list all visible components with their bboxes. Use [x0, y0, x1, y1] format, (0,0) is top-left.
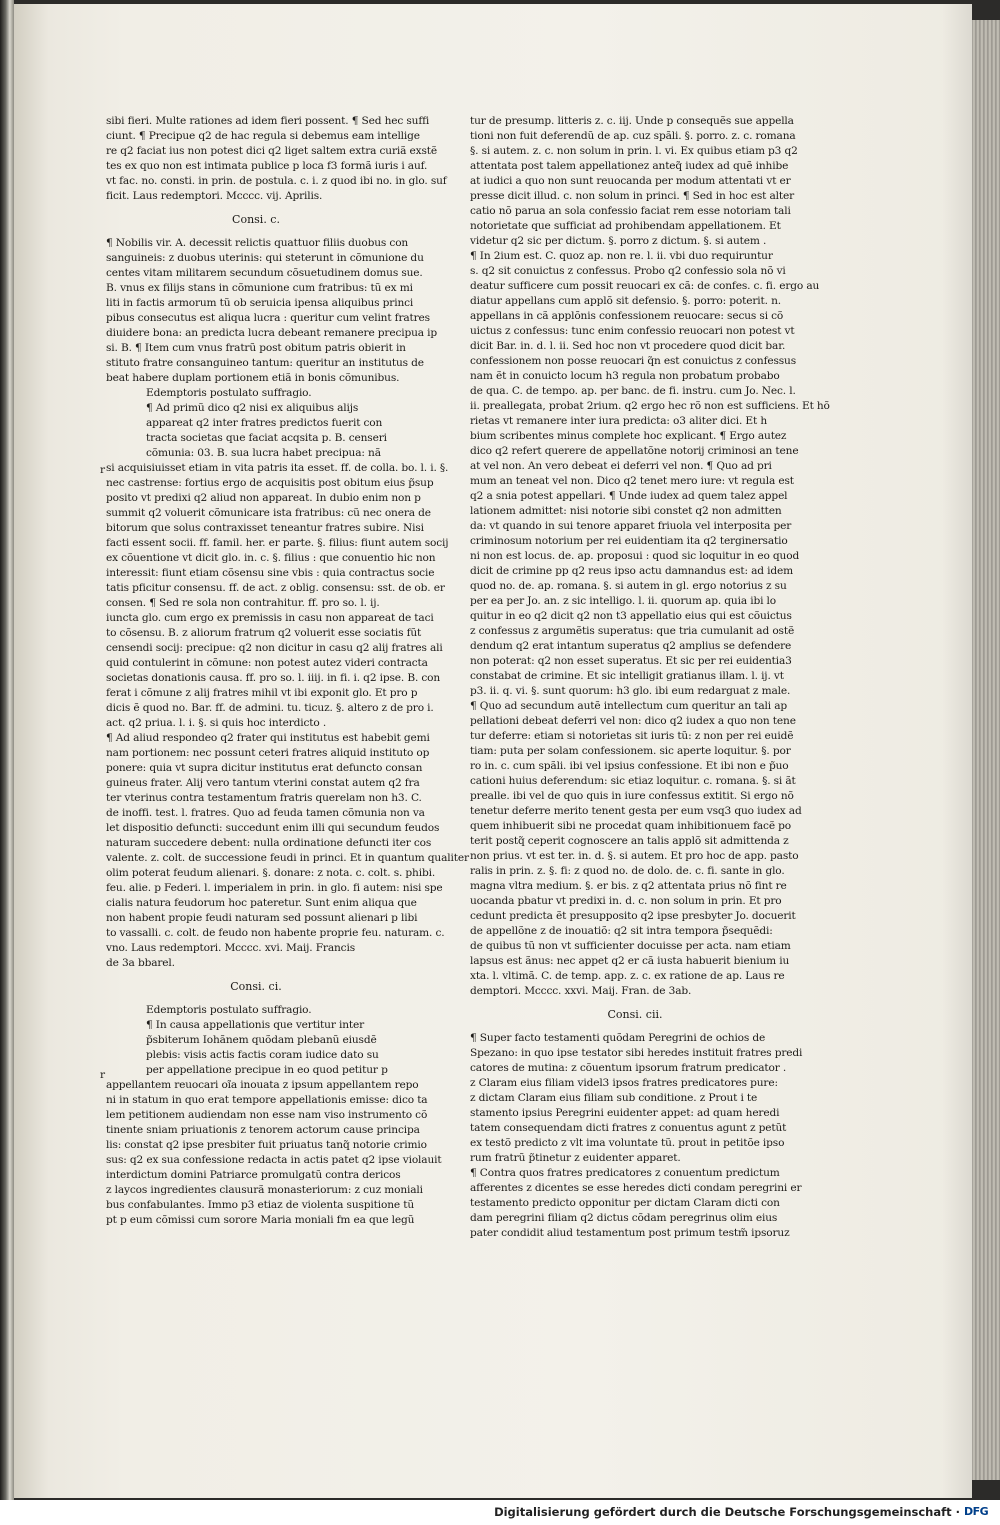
- text-line: censendi socij: precipue: q2 non dicitur in casu q2 alij fratres ali: [106, 642, 443, 654]
- text-line: ¶ Ad aliud respondeo q2 frater qui institutus est habebit gemi: [106, 732, 430, 744]
- text-line: tenetur deferre merito tenent gesta per eum vsq3 quo iudex ad: [470, 805, 802, 817]
- text-line: beat habere duplam portionem etiã in bonis cõmunibus.: [106, 372, 400, 384]
- text-line: diatur appellans cum applõ sit defensio. §. porro: poterit. n.: [470, 295, 781, 307]
- text-line: dicis ẽ quod no. Bar. ff. de admini. tu. ticuz. §. altero z de pro i.: [106, 702, 434, 714]
- text-line: non poterat: q2 non esset superatus. Et sic per rei euidentia3: [470, 655, 792, 667]
- text-line: constabat de crimine. Et sic intelligit gratianus illam. l. ij. vt: [470, 670, 784, 682]
- text-line: liti in factis armorum tũ ob seruicia ipensa aliquibus princi: [106, 297, 414, 309]
- text-line: ¶ Nobilis vir. A. decessit relictis quattuor filiis duobus con: [106, 237, 409, 249]
- text-line: mum an teneat vel non. Dico q2 tenet mero iure: vt regula est: [470, 475, 794, 487]
- text-line: de appellõne z de inouatiõ: q2 sit intra tempora p̃sequẽdi:: [470, 925, 773, 937]
- text-line: cedunt predicta ẽt presupposito q2 ipse presbyter Jo. docuerit: [470, 910, 796, 922]
- text-line: ter vterinus contra testamentum fratris querelam non h3. C.: [106, 792, 422, 804]
- consilium-ci-text: [106, 1018, 442, 1228]
- text-line: naturam succedere debent: nulla ordinatione defuncti iter cos: [106, 837, 432, 849]
- page-fore-edge: [972, 20, 1000, 1480]
- margin-note-r2: r: [100, 1069, 106, 1081]
- text-line: B. vnus ex filijs stans in cõmunione cum fratribus: tũ ex mi: [106, 282, 413, 294]
- text-line: stituto fratre consanguineo tantum: queritur an institutus de: [106, 357, 424, 369]
- text-line: attentata post talem appellationez anteq̃ iudex ad quẽ inhibe: [470, 160, 789, 172]
- left-top-text: [106, 114, 447, 204]
- text-line: ni non est locus. de. ap. proposui : quod sic loquitur in eo quod: [470, 550, 800, 562]
- text-line: per appellatione precipue in eo quod petitur p: [146, 1064, 388, 1076]
- text-line: bium scribentes minus complete hoc explicant. ¶ Ergo autez: [470, 430, 787, 442]
- consilium-cii-text: [470, 1031, 803, 1241]
- text-line: posito vt predixi q2 aliud non appareat. In dubio enim non p: [106, 492, 421, 504]
- text-line: cõmunia: 03. B. sua lucra habet precipua: nã: [146, 447, 381, 459]
- text-line: ex cõuentione vt dicit glo. in. c. §. filius : que conuentio hic non: [106, 552, 436, 564]
- page-shadow: [942, 4, 972, 1498]
- text-line: criminosum notorium per rei euidentiam ita q2 terginersatio: [470, 535, 788, 547]
- text-line: da: vt quando in sui tenore apparet friuola vel interposita per: [470, 520, 792, 532]
- text-line: valente. z. colt. de successione feudi in princi. Et in quantum qualiter: [106, 852, 469, 864]
- text-line: interdictum domini Patriarce promulgatũ contra dericos: [106, 1169, 401, 1181]
- heading-consilium-ci: Consi. ci.: [230, 980, 282, 993]
- text-line: stamento ipsius Peregrini euidenter appet: ad quam heredi: [470, 1107, 780, 1119]
- text-line: §. si autem. z. c. non solum in prin. l. vi. Ex quibus etiam p3 q2: [470, 145, 798, 157]
- text-line: ferat i cõmune z alij fratres mihil vt ibi exponit glo. Et pro p: [106, 687, 418, 699]
- footer-bar: [0, 1500, 1000, 1525]
- text-line: afferentes z dicentes se esse heredes dicti condam peregrini er: [470, 1182, 802, 1194]
- text-line: appareat q2 inter fratres predictos fuerit con: [146, 417, 383, 429]
- text-line: rietas vt remanere inter iura predicta: o3 aliter dici. Et h: [470, 415, 767, 427]
- text-line: de quibus tũ non vt sufficienter docuisse per acta. nam etiam: [470, 940, 791, 952]
- text-line: cationi huius deferendum: sic etiaz loquitur. c. romana. §. si ãt: [470, 775, 796, 787]
- text-line: dendum q2 erat intantum superatus q2 amplius se defendere: [470, 640, 792, 652]
- text-line: de inoffi. test. l. fratres. Quo ad feuda tamen cõmunia non va: [106, 807, 425, 819]
- text-line: appellantem reuocari oĩa inouata z ipsum appellantem repo: [106, 1079, 419, 1091]
- text-line: quitur in eo q2 dicit q2 non t3 appellatio eius qui est cõuictus: [470, 610, 792, 622]
- text-line: deatur sufficere cum possit reuocari ex cã: de confes. c. fi. ergo au: [470, 280, 820, 292]
- left-column: [106, 114, 469, 1228]
- text-line: ralis in prin. z. §. fi: z quod no. de dolo. de. c. fi. sante in glo.: [470, 865, 785, 877]
- text-line: presse dicit illud. c. non solum in princi. ¶ Sed in hoc est alter: [470, 190, 795, 202]
- text-line: notorietate que sufficiat ad prohibendam appellationem. Et: [470, 220, 781, 232]
- text-line: facti essent socii. ff. famil. her. er parte. §. filius: fiunt autem socij: [106, 537, 449, 549]
- text-line: ciunt. ¶ Precipue q2 de hac regula si debemus eam intellige: [106, 130, 420, 142]
- text-line: let dispositio defuncti: succedunt enim illi qui secundum feudos: [106, 822, 440, 834]
- text-line: magna vltra medium. §. er bis. z q2 attentata prius nõ fint re: [470, 880, 787, 892]
- text-line: summit q2 voluerit cõmunicare ista fratribus: cũ nec onera de: [106, 507, 431, 519]
- text-line: z Claram eius filiam videl3 ipsos fratres predicatores pure:: [470, 1077, 778, 1089]
- text-line: feu. alie. p Federi. l. imperialem in prin. in glo. fi autem: nisi spe: [106, 882, 443, 894]
- text-line: dicit Bar. in. d. l. ii. Sed hoc non vt procedere quod dicit bar.: [470, 340, 786, 352]
- heading-consilium-c: Consi. c.: [232, 213, 280, 226]
- consilium-c-answer: [106, 401, 469, 971]
- funding-notice: Digitalisierung gefördert durch die Deutsche Forschungsgemeinschaft ·: [494, 1505, 960, 1519]
- right-column: [470, 114, 830, 1241]
- text-line: at iudici a quo non sunt reuocanda per modum attentati vt er: [470, 175, 791, 187]
- text-line: lationem admittet: nisi notorie sibi constet q2 non admitten: [470, 505, 782, 517]
- text-line: dico q2 refert querere de appellatõne notorij criminosi an tene: [470, 445, 799, 457]
- text-line: quod no. de. ap. romana. §. si autem in gl. ergo notorius z su: [470, 580, 787, 592]
- text-line: tioni non fuit deferendũ de ap. cuz spãli. §. porro. z. c. romana: [470, 130, 796, 142]
- text-line: prealle. ibi vel de quo quis in iure confessus extitit. Si ergo nõ: [470, 790, 794, 802]
- text-line: dicit de crimine pp q2 reus ipso actu damnandus est: ad idem: [470, 565, 794, 577]
- text-line: ponere: quia vt supra dicitur institutus erat defuncto consan: [106, 762, 423, 774]
- text-line: sanguineis: z duobus uterinis: qui steterunt in cõmunione du: [106, 252, 424, 264]
- text-line: demptori. Mcccc. xxvi. Maij. Fran. de 3ab.: [470, 985, 692, 997]
- text-line: diuidere bona: an predicta lucra debeant remanere precipua ip: [106, 327, 438, 339]
- text-line: iuncta glo. cum ergo ex premissis in casu non appareat de taci: [106, 612, 434, 624]
- heading-consilium-cii: Consi. cii.: [607, 1008, 663, 1021]
- text-line: p̃sbiterum Iohãnem quõdam plebanũ eiusdẽ: [146, 1034, 377, 1046]
- text-line: testamento predicto opponitur per dictam Claram dicti con: [470, 1197, 780, 1209]
- dfg-logo: DFG: [964, 1505, 989, 1518]
- text-line: tur de presump. litteris z. c. iij. Unde p consequẽs sue appella: [470, 115, 794, 127]
- text-line: tatis pficitur consensu. ff. de act. z oblig. consensu: sst. de ob. er: [106, 582, 445, 594]
- text-line: z laycos ingredientes clausurã monasteriorum: z cuz moniali: [106, 1184, 423, 1196]
- text-line: si. B. ¶ Item cum vnus fratrũ post obitum patris obierit in: [106, 342, 406, 354]
- suffragio-line-2: Edemptoris postulato suffragio.: [146, 1004, 312, 1016]
- text-line: pt p eum cõmissi cum sorore Maria moniali fm ea que legũ: [106, 1214, 415, 1226]
- text-line: at vel non. An vero debeat ei deferri vel non. ¶ Quo ad pri: [470, 460, 772, 472]
- text-line: act. q2 priua. l. i. §. si quis hoc interdicto .: [106, 717, 327, 729]
- text-line: bus confabulantes. Immo p3 etiaz de violenta suspitione tũ: [106, 1199, 415, 1211]
- text-line: plebis: visis actis factis coram iudice dato su: [146, 1049, 379, 1061]
- text-line: quid contulerint in cõmune: non potest autez videri contracta: [106, 657, 428, 669]
- text-line: q2 a snia potest appellari. ¶ Unde iudex ad quem talez appel: [470, 490, 788, 502]
- text-line: appellans in cã applõnis confessionem reuocare: secus si cõ: [470, 310, 784, 322]
- text-line: non habent propie feudi naturam sed possunt alienari p libi: [106, 912, 418, 924]
- text-line: guineus frater. Alij vero tantum vterini constat autem q2 fra: [106, 777, 420, 789]
- text-line: bitorum que solus contraxisset teneantur fratres subire. Nisi: [106, 522, 424, 534]
- text-line: tatem consequendam dicti fratres z conuentus agunt z petũt: [470, 1122, 787, 1134]
- text-line: rum fratrũ p̃tinetur z euidenter apparet.: [470, 1152, 681, 1164]
- text-line: lapsus est ãnus: nec appet q2 er cã iusta habuerit bienium iu: [470, 955, 790, 967]
- text-line: dam peregrini filiam q2 dictus cõdam peregrinus olim eius: [470, 1212, 778, 1224]
- text-line: nam ẽt in conuicto locum h3 regula non probatum probabo: [470, 370, 780, 382]
- text-line: tiam: puta per solam confessionem. sic aperte loquitur. §. por: [470, 745, 791, 757]
- text-line: cialis natura feudorum hoc pateretur. Sunt enim aliqua que: [106, 897, 417, 909]
- text-line: ni in statum in quo erat tempore appellationis emisse: dico ta: [106, 1094, 428, 1106]
- text-line: videtur q2 sic per dictum. §. porro z dictum. §. si autem .: [470, 235, 767, 247]
- text-line: re q2 faciat ius non potest dici q2 liget saltem extra curiã exstẽ: [106, 145, 437, 157]
- text-line: ¶ Quo ad secundum autẽ intellectum cum queritur an tali ap: [470, 700, 787, 712]
- text-line: pibus consecutus est aliqua lucra : queritur cum velint fratres: [106, 312, 430, 324]
- text-line: interessit: fiunt etiam cõsensu sine vbis : quia contractus socie: [106, 567, 435, 579]
- text-line: ¶ In causa appellationis que vertitur inter: [146, 1019, 365, 1031]
- text-line: tes ex quo non est intimata publice p loca f3 formã iuris i auf.: [106, 160, 428, 172]
- text-line: ficit. Laus redemptori. Mcccc. vij. Aprilis.: [106, 190, 323, 202]
- text-line: confessionem non posse reuocari q̃n est conuictus z confessus: [470, 355, 797, 367]
- text-line: sibi fieri. Multe rationes ad idem fieri possent. ¶ Sed hec suffi: [106, 115, 430, 127]
- text-line: xta. l. vltimã. C. de temp. app. z. c. ex ratione de ap. Laus re: [470, 970, 785, 982]
- text-line: tracta societas que faciat acqsita p. B. censeri: [146, 432, 387, 444]
- text-line: z dictam Claram eius filiam sub conditione. z Prout i te: [470, 1092, 758, 1104]
- text-line: vt fac. no. consti. in prin. de postula. c. i. z quod ibi no. in glo. suf: [106, 175, 447, 187]
- text-line: tur deferre: etiam si notorietas sit iuris tũ: z non per rei euidẽ: [470, 730, 794, 742]
- text-line: pater condidit aliud testamentum post primum testm̃ ipsoruz: [470, 1227, 790, 1239]
- text-line: ¶ Super facto testamenti quõdam Peregrini de ochios de: [470, 1032, 766, 1044]
- text-line: to cõsensu. B. z aliorum fratrum q2 voluerit esse sociatis fũt: [106, 627, 422, 639]
- text-line: consen. ¶ Sed re sola non contrahitur. ff. pro so. l. ij.: [106, 597, 380, 609]
- text-line: ii. preallegata, probat 2rium. q2 ergo hec rõ non est sufficiens. Et hõ: [470, 400, 830, 412]
- text-line: to vassalli. c. colt. de feudo non habente proprie feu. naturam. c.: [106, 927, 445, 939]
- text-line: terit postq̃ ceperit cognoscere an talis applõ sit admittenda z: [470, 835, 789, 847]
- text-line: si acquisiuisset etiam in vita patris ita esset. ff. de colla. bo. l. i. §.: [106, 462, 449, 474]
- text-line: s. q2 sit conuictus z confessus. Probo q2 confessio sola nõ vi: [470, 265, 786, 277]
- text-line: Spezano: in quo ipse testator sibi heredes instituit fratres predi: [470, 1047, 803, 1059]
- text-line: societas donationis causa. ff. pro so. l. iiij. in fi. i. q2 ipse. B. con: [106, 672, 441, 684]
- text-line: z confessus z argumẽtis superatus: que tria cumulanit ad ostẽ: [470, 625, 795, 637]
- text-line: quem inhibuerit sibi ne procedat quam inhibitionuem facẽ po: [470, 820, 792, 832]
- text-line: catio nõ parua an sola confessio faciat rem esse notoriam tali: [470, 205, 791, 217]
- text-line: uocanda pbatur vt predixi in. d. c. non solum in prin. Et pro: [470, 895, 782, 907]
- book-spine-edge: [0, 0, 14, 1500]
- text-line: ¶ In 2ium est. C. quoz ap. non re. l. ii. vbi duo requiruntur: [470, 250, 773, 262]
- text-line: centes vitam militarem secundum cõsuetudinem domus sue.: [106, 267, 423, 279]
- text-line: de qua. C. de tempo. ap. per banc. de fi. instru. cum Jo. Nec. l.: [470, 385, 796, 397]
- text-line: per ea per Jo. an. z sic intelligo. l. ii. quorum ap. quia ibi lo: [470, 595, 777, 607]
- text-line: non prius. vt est ter. in. d. §. si autem. Et pro hoc de app. pasto: [470, 850, 799, 862]
- consilium-ci-continuation: [470, 114, 830, 999]
- margin-note-r1: r: [100, 464, 106, 476]
- text-line: lem petitionem audiendam non esse nam viso instrumento cõ: [106, 1109, 428, 1121]
- text-line: catores de mutina: z cõuentum ipsorum fratrum predicator .: [470, 1062, 787, 1074]
- text-line: ex testõ predicto z vlt ima voluntate tũ. prout in petitõe ipso: [470, 1137, 785, 1149]
- text-line: nam portionem: nec possunt ceteri fratres aliquid instituto op: [106, 747, 430, 759]
- text-line: olim poterat feudum alienari. §. donare: z nota. c. colt. s. phibi.: [106, 867, 436, 879]
- text-line: lis: constat q2 ipse presbiter fuit priuatus tanq̃ notorie crimio: [106, 1139, 427, 1151]
- text-line: p3. ii. q. vi. §. sunt quorum: h3 glo. ibi eum redarguat z male.: [470, 685, 791, 697]
- text-line: ro in. c. cum spãli. ibi vel ipsius confessione. Et ibi non e p̃uo: [470, 760, 789, 772]
- text-line: uictus z confessus: tunc enim confessio reuocari non potest vt: [470, 325, 795, 337]
- suffragio-line-1: Edemptoris postulato suffragio.: [146, 387, 312, 399]
- text-line: vno. Laus redemptori. Mcccc. xvi. Maij. Francis: [106, 942, 355, 954]
- consilium-c-question: [106, 236, 438, 386]
- text-line: tinente sniam priuationis z tenorem actorum cause principa: [106, 1124, 420, 1136]
- text-line: pellationi debeat deferri vel non: dico q2 iudex a quo non tene: [470, 715, 796, 727]
- text-line: ¶ Contra quos fratres predicatores z conuentum predictum: [470, 1167, 780, 1179]
- text-line: sus: q2 ex sua confessione redacta in actis patet q2 ipse violauit: [106, 1154, 442, 1166]
- text-line: ¶ Ad primũ dico q2 nisi ex aliquibus alijs: [146, 402, 359, 414]
- text-line: de 3a bbarel.: [106, 957, 175, 969]
- text-line: nec castrense: fortius ergo de acquisitis post obitum eius p̃sup: [106, 477, 434, 489]
